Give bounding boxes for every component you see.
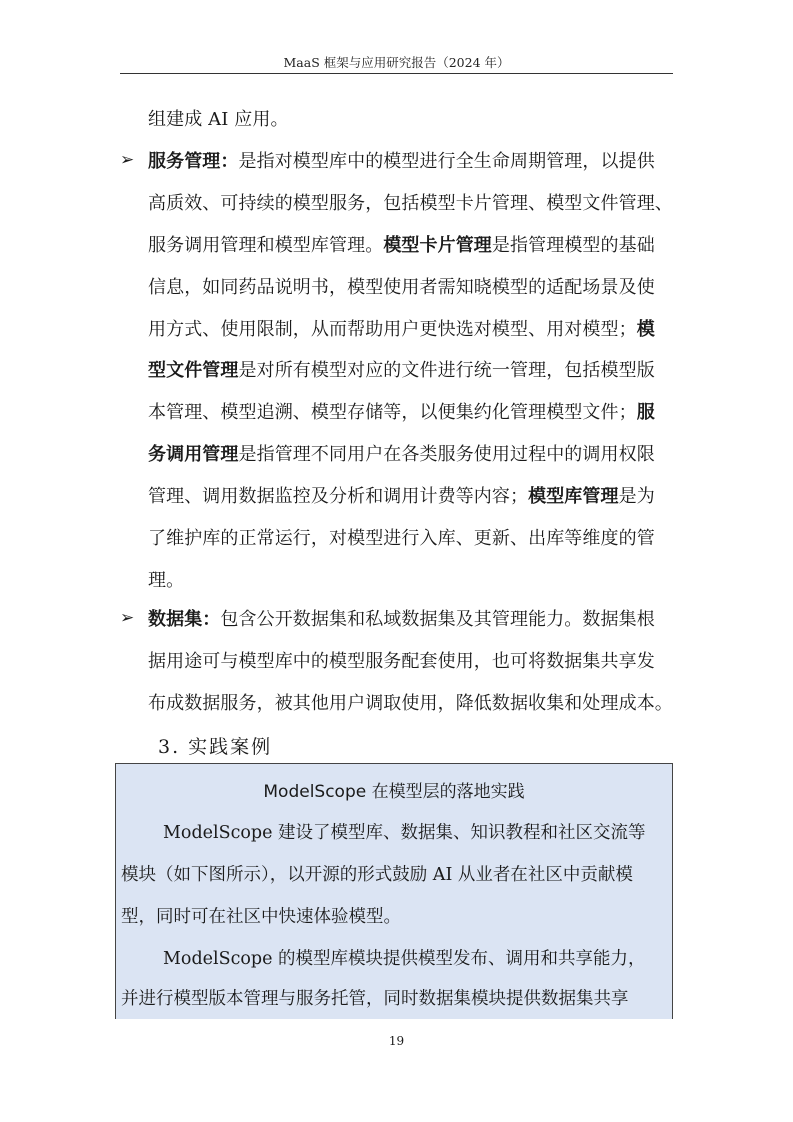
running-header: MaaS 框架与应用研究报告（2024 年） (283, 55, 510, 70)
text-line (148, 647, 655, 673)
case-study-box (115, 763, 673, 1019)
case-study-line: ModelScope 的模型库模块提供模型发布、调用和共享能力， (163, 949, 646, 969)
bold-term: 模 (636, 319, 655, 340)
page-number: 19 (388, 1034, 405, 1048)
text-line (148, 315, 655, 341)
text-run: 是对所有模型对应的文件进行统一管理，包括模型版 (238, 360, 655, 381)
text-line (148, 398, 655, 424)
header-rule (120, 73, 673, 74)
text-run: 布成数据服务，被其他用户调取使用，降低数据收集和处理成本。 (148, 693, 673, 714)
text-line (148, 231, 655, 257)
bold-term: 数据集： (148, 609, 221, 630)
text-run: 是为 (618, 486, 655, 507)
text-run: 是指管理模型的基础 (491, 235, 655, 256)
text-run: 用方式、使用限制，从而帮助用户更快选对模型、用对模型； (148, 319, 637, 340)
case-study-title: ModelScope 在模型层的落地实践 (263, 782, 525, 802)
bold-term: 服 (636, 402, 655, 423)
text-run: 组建成 AI 应用。 (148, 109, 289, 130)
text-line (148, 273, 655, 299)
text-line (148, 689, 673, 715)
bold-term: 模型卡片管理 (383, 235, 492, 256)
text-run: 高质效、可持续的模型服务，包括模型卡片管理、模型文件管理、 (148, 193, 673, 214)
text-line (148, 147, 655, 173)
text-line (148, 356, 655, 382)
text-line (148, 566, 184, 592)
text-run: 包含公开数据集和私域数据集及其管理能力。数据集根 (220, 609, 655, 630)
text-run: 服务调用管理和模型库管理。 (148, 235, 384, 256)
bold-term: 型文件管理 (148, 360, 239, 381)
case-study-line: 模块（如下图所示），以开源的形式鼓励 AI 从业者在社区中贡献模 (121, 865, 633, 885)
bold-term: 模型库管理 (528, 486, 619, 507)
text-run: 是指对模型库中的模型进行全生命周期管理，以提供 (238, 151, 655, 172)
bold-term: 服务管理： (148, 151, 239, 172)
text-run: 管理、调用数据监控及分析和调用计费等内容； (148, 486, 529, 507)
text-line (148, 482, 655, 508)
text-line (148, 105, 289, 131)
text-line (148, 440, 655, 466)
case-study-line: 型，同时可在社区中快速体验模型。 (121, 907, 401, 927)
text-run: 了维护库的正常运行，对模型进行入库、更新、出库等维度的管 (148, 528, 655, 549)
text-run: 是指管理不同用户在各类服务使用过程中的调用权限 (238, 444, 655, 465)
text-line (148, 605, 655, 631)
section-heading: 3. 实践案例 (158, 736, 273, 758)
bold-term: 务调用管理 (148, 444, 239, 465)
case-study-line: 并进行模型版本管理与服务托管，同时数据集模块提供数据集共享 (121, 989, 629, 1009)
text-run: 据用途可与模型库中的模型服务配套使用，也可将数据集共享发 (148, 651, 655, 672)
text-line (148, 189, 673, 215)
case-study-line: ModelScope 建设了模型库、数据集、知识教程和社区交流等 (163, 823, 646, 843)
text-run: 本管理、模型追溯、模型存储等，以便集约化管理模型文件； (148, 402, 637, 423)
text-run: 理。 (148, 570, 185, 591)
bullet-arrow-icon: ➢ (120, 150, 135, 170)
text-run: 信息，如同药品说明书，模型使用者需知晓模型的适配场景及使 (148, 277, 655, 298)
text-line (148, 524, 655, 550)
bullet-arrow-icon: ➢ (120, 608, 135, 628)
